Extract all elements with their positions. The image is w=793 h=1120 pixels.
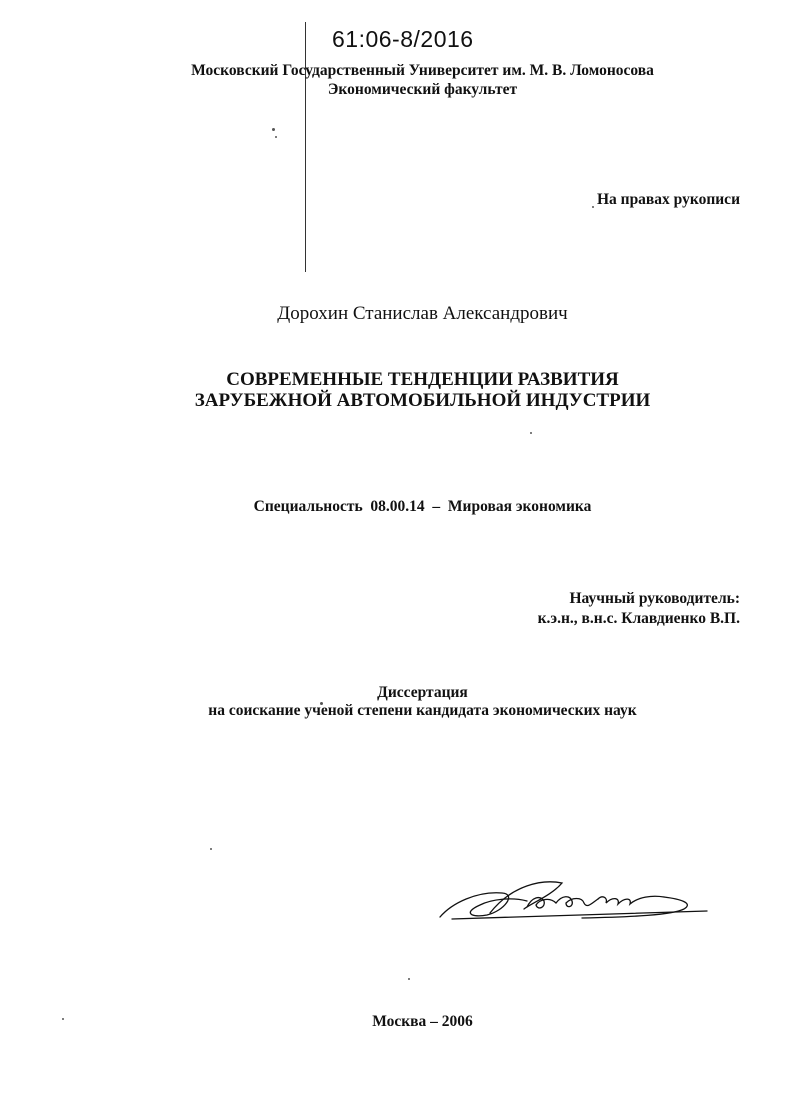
scan-speck	[592, 206, 594, 208]
degree-statement	[0, 684, 793, 720]
advisor-name: к.э.н., в.н.с. Клавдиенко В.П.	[537, 610, 740, 627]
city-year: Москва – 2006	[372, 1013, 473, 1030]
title-line-1: СОВРЕМЕННЫЕ ТЕНДЕНЦИИ РАЗВИТИЯ	[226, 369, 619, 390]
scan-margin-line	[305, 22, 306, 272]
archive-stamp: 61:06-8/2016	[332, 26, 474, 52]
specialty: Специальность 08.00.14 – Мировая экономика	[253, 498, 592, 515]
rights-notice: На правах рукописи	[596, 191, 740, 208]
scan-speck	[210, 848, 212, 850]
advisor-label: Научный руководитель:	[569, 590, 740, 607]
scan-speck	[530, 432, 532, 434]
degree-line-2: на соискание ученой степени кандидата экономических наук	[208, 702, 637, 719]
scan-speck	[272, 128, 275, 131]
degree-line-1: Диссертация	[377, 684, 468, 701]
handwritten-signature	[432, 873, 712, 933]
author-name: Дорохин Станислав Александрович	[277, 303, 568, 324]
university-name: Московский Государственный Университет им. М. В. Ломоносова	[191, 62, 654, 79]
scientific-advisor	[538, 589, 740, 629]
title-line-2: ЗАРУБЕЖНОЙ АВТОМОБИЛЬНОЙ ИНДУСТРИИ	[194, 390, 651, 411]
dissertation-title	[0, 369, 793, 411]
scan-speck	[275, 136, 277, 138]
scan-speck	[408, 978, 410, 980]
faculty-name: Экономический факультет	[327, 81, 518, 98]
